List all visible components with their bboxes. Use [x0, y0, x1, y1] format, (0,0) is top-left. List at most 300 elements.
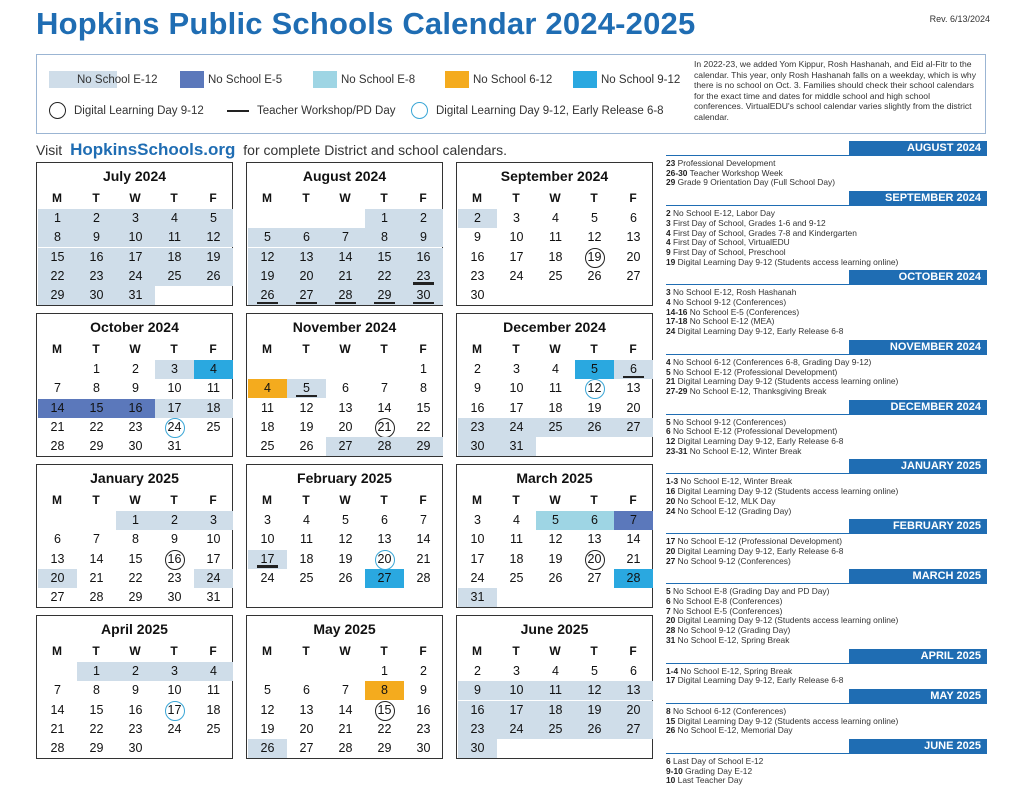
calendar-day: 7: [54, 683, 61, 698]
event-date: 20: [666, 615, 676, 626]
calendar-day: 6: [54, 532, 61, 547]
event-divider: [666, 663, 987, 664]
calendar-day: 2: [116, 662, 155, 681]
event-item: 2 No School E-12, Labor Day: [666, 208, 775, 219]
event-item: 9-10 Grading Day E-12: [666, 765, 753, 776]
calendar-day: 21: [416, 551, 431, 566]
weekday-header: T: [380, 191, 388, 205]
calendar-day: 6: [287, 228, 326, 247]
weekday-header: F: [419, 191, 427, 205]
event-date: 26-30: [666, 167, 688, 178]
calendar-day: 30: [128, 439, 143, 454]
weekday-header: M: [262, 493, 272, 507]
event-divider: [666, 205, 987, 206]
event-item: 17-18 No School E-12 (MEA): [666, 316, 775, 327]
event-item: 5 No School E-8 (Grading Day and PD Day): [666, 586, 830, 597]
calendar-day: 27: [614, 720, 653, 739]
calendar-day: 25: [260, 439, 275, 454]
calendar-day: 13: [626, 381, 641, 396]
event-date: 4: [666, 237, 671, 248]
event-item: 21 Digital Learning Day 9-12 (Students access learning online): [666, 376, 899, 387]
calendar-day: 18: [206, 702, 221, 717]
event-item: 9 First Day of School, Preschool: [666, 246, 786, 257]
event-item: 19 Digital Learning Day 9-12 (Students access learning online): [666, 256, 899, 267]
event-divider: [666, 583, 987, 584]
calendar-day: 28: [50, 439, 65, 454]
calendar-day: 2: [474, 664, 481, 678]
weekday-header: F: [629, 342, 637, 356]
calendar-day: 19: [575, 701, 614, 720]
event-date: 2: [666, 208, 671, 219]
event-date: 24: [666, 505, 676, 516]
calendar-day: 17: [509, 400, 524, 415]
calendar-day: 20: [287, 267, 326, 286]
calendar-day: 16: [404, 248, 443, 267]
calendar-day: 21: [338, 721, 353, 736]
calendar-day: 11: [549, 381, 562, 396]
event-item: 8 No School 6-12 (Conferences): [666, 705, 787, 716]
calendar-day: 29: [128, 590, 143, 605]
calendar-day: 18: [260, 419, 275, 434]
calendar-day: 17: [497, 701, 536, 720]
calendar-day: 15: [38, 248, 77, 267]
calendar-day: 11: [261, 400, 274, 415]
calendar-day: 22: [377, 721, 392, 736]
event-date: 19: [666, 256, 676, 267]
event-date: 8: [666, 705, 671, 716]
calendar-day: 3: [116, 209, 155, 228]
calendar-day: 1: [116, 511, 155, 530]
calendar-day: 10: [167, 683, 182, 698]
district-website-link[interactable]: HopkinsSchools.org: [70, 140, 236, 159]
calendar-day: 4: [552, 664, 559, 678]
calendar-day: 3: [513, 362, 520, 376]
calendar-day: 9: [420, 683, 427, 698]
weekday-header: T: [512, 191, 520, 205]
calendar-day: 25: [155, 267, 194, 286]
calendar-day: 13: [587, 532, 602, 547]
calendar-day: 12: [260, 702, 275, 717]
event-divider: [666, 473, 987, 474]
calendar-day: 7: [54, 381, 61, 396]
weekday-header: T: [512, 342, 520, 356]
visit-post: for complete District and school calendars.: [243, 142, 508, 158]
calendar-day: 18: [548, 400, 563, 415]
calendar-day: 18: [194, 399, 233, 418]
weekday-header: M: [262, 644, 272, 658]
calendar-day: 31: [167, 439, 182, 454]
weekday-header: T: [380, 644, 388, 658]
calendar-day: 28: [614, 569, 653, 588]
visit-pre: Visit: [36, 142, 63, 158]
calendar-day: 17: [509, 249, 524, 264]
calendar-day: 19: [587, 400, 602, 415]
calendar-day: 26: [548, 570, 563, 585]
calendar-day: 10: [470, 532, 485, 547]
calendar-day: 17: [155, 399, 194, 418]
event-divider: [666, 753, 987, 754]
weekday-header: W: [129, 191, 141, 205]
underline-icon: [227, 110, 249, 113]
event-month-header: SEPTEMBER 2024: [849, 191, 987, 206]
calendar-day: 7: [420, 513, 427, 527]
calendar-day: 28: [365, 437, 404, 456]
weekday-header: T: [590, 342, 598, 356]
month-calendar: [246, 162, 443, 306]
calendar-day: 26: [299, 439, 314, 454]
month-name: July 2024: [102, 168, 167, 184]
calendar-day: 5: [591, 211, 598, 225]
calendar-day: 29: [377, 741, 392, 756]
event-item: 1-3 No School E-12, Winter Break: [666, 476, 793, 487]
weekday-header: F: [629, 191, 637, 205]
calendar-day: 17: [155, 701, 194, 720]
calendar-day: 16: [416, 702, 431, 717]
calendar-day: 7: [381, 381, 388, 396]
calendar-day: 28: [338, 741, 353, 756]
event-date: 16: [666, 486, 676, 497]
calendar-day: 13: [614, 681, 653, 700]
calendar-day: 31: [458, 588, 497, 607]
calendar-day: 8: [93, 683, 100, 698]
legend-no-school-e5: [180, 71, 282, 88]
calendar-day: 10: [509, 381, 524, 396]
event-date: 6: [666, 426, 671, 437]
calendar-day: 17: [206, 551, 221, 566]
weekday-header: W: [549, 644, 561, 658]
calendar-day: 2: [420, 664, 427, 678]
calendar-day: 21: [89, 570, 104, 585]
weekday-header: T: [512, 644, 520, 658]
calendar-day: 15: [365, 701, 404, 720]
calendar-day: 4: [552, 211, 559, 225]
event-date: 17: [666, 536, 676, 547]
calendar-day: 24: [470, 570, 485, 585]
calendar-day: 17: [116, 248, 155, 267]
calendar-day: 25: [299, 570, 314, 585]
month-name: August 2024: [302, 168, 387, 184]
calendar-day: 16: [116, 399, 155, 418]
calendar-day: 13: [50, 551, 65, 566]
calendar-day: 11: [549, 230, 562, 245]
calendar-day: 5: [591, 664, 598, 678]
event-divider: [666, 533, 987, 534]
weekday-header: M: [52, 191, 62, 205]
month-calendar: [36, 615, 233, 759]
calendar-day: 1: [77, 662, 116, 681]
event-month-header: NOVEMBER 2024: [849, 340, 987, 355]
event-date: 4: [666, 356, 671, 367]
calendar-day: 23: [128, 721, 143, 736]
weekday-header: W: [129, 644, 141, 658]
month-name: September 2024: [500, 168, 609, 184]
legend-pd-label: Teacher Workshop/PD Day: [257, 105, 396, 117]
calendar-day: 10: [509, 230, 524, 245]
event-date: 10: [666, 775, 676, 786]
calendar-day: 3: [155, 662, 194, 681]
calendar-day: 29: [38, 286, 77, 305]
event-month-header: JANUARY 2025: [849, 459, 987, 474]
calendar-day: 13: [287, 248, 326, 267]
calendar-day: 12: [575, 681, 614, 700]
weekday-header: F: [209, 493, 217, 507]
calendar-day: 21: [50, 419, 65, 434]
event-date: 3: [666, 287, 671, 298]
calendar-day: 15: [416, 400, 431, 415]
calendar-day: 21: [326, 267, 365, 286]
event-date: 21: [666, 376, 676, 387]
legend-teacher-workshop: [227, 105, 395, 117]
calendar-day: 8: [38, 228, 77, 247]
event-item: 4 No School 6-12 (Conferences 6-8, Grading Day 9-12): [666, 356, 872, 367]
calendar-day: 9: [474, 230, 481, 245]
event-date: 5: [666, 586, 671, 597]
month-calendar: [246, 615, 443, 759]
month-name: December 2024: [503, 319, 606, 335]
calendar-day: 23: [416, 721, 431, 736]
calendar-day: 11: [536, 681, 575, 700]
weekday-header: M: [52, 644, 62, 658]
calendar-day: 24: [260, 570, 275, 585]
calendar-day: 23: [167, 570, 182, 585]
weekday-header: T: [380, 493, 388, 507]
weekday-header: T: [302, 191, 310, 205]
calendar-day: 27: [365, 569, 404, 588]
event-item: 27-29 No School E-12, Thanksgiving Break: [666, 385, 827, 396]
weekday-header: M: [472, 493, 482, 507]
calendar-day: 24: [116, 267, 155, 286]
weekday-header: F: [629, 644, 637, 658]
calendar-day: 20: [338, 419, 353, 434]
calendar-day: 30: [167, 590, 182, 605]
month-name: May 2025: [313, 621, 376, 637]
calendar-day: 20: [38, 569, 77, 588]
event-date: 20: [666, 495, 676, 506]
calendar-day: 9: [132, 381, 139, 396]
event-item: 17 No School E-12 (Professional Development): [666, 536, 842, 547]
event-item: 20 Digital Learning Day 9-12, Early Release 6-8: [666, 545, 844, 556]
calendar-day: 24: [497, 720, 536, 739]
month-calendar: [246, 464, 443, 608]
calendar-day: 11: [207, 381, 220, 396]
calendar-day: 24: [497, 418, 536, 437]
event-month-header: MAY 2025: [849, 689, 987, 704]
event-item: 24 Digital Learning Day 9-12, Early Release 6-8: [666, 326, 844, 337]
calendar-day: 6: [575, 511, 614, 530]
calendar-day: 8: [365, 228, 404, 247]
calendar-day: 4: [155, 209, 194, 228]
calendar-day: 16: [470, 400, 485, 415]
month-calendar: [456, 162, 653, 306]
legend-no-school-912: [573, 71, 680, 88]
calendar-day: 27: [587, 570, 602, 585]
weekday-header: F: [209, 644, 217, 658]
calendar-day: 9: [458, 681, 497, 700]
calendar-day: 24: [167, 721, 182, 736]
event-item: 5 No School 9-12 (Conferences): [666, 416, 787, 427]
calendar-day: 13: [626, 230, 641, 245]
calendar-day: 25: [509, 570, 524, 585]
calendar-day: 10: [206, 532, 221, 547]
event-item: 20 No School E-12, MLK Day: [666, 495, 776, 506]
calendar-day: 19: [299, 419, 314, 434]
calendar-day: 26: [338, 570, 353, 585]
calendar-day: 14: [416, 532, 431, 547]
swatch-912: [573, 71, 597, 88]
calendar-day: 14: [89, 551, 104, 566]
legend-612-label: No School 6-12: [473, 73, 553, 86]
calendar-day: 20: [365, 550, 404, 569]
event-item: 6 No School E-8 (Conferences): [666, 596, 783, 606]
calendar-day: 4: [303, 513, 310, 527]
event-item: 3 First Day of School, Grades 1-6 and 9-12: [666, 217, 826, 228]
circle-blue-icon: [411, 102, 428, 119]
calendar-day: 2: [155, 511, 194, 530]
weekday-header: M: [472, 644, 482, 658]
calendar-day: 23: [77, 267, 116, 286]
weekday-header: M: [52, 342, 62, 356]
calendar-day: 17: [470, 551, 485, 566]
calendar-day: 22: [38, 267, 77, 286]
event-date: 17-18: [666, 316, 688, 327]
calendar-day: 14: [338, 702, 353, 717]
event-divider: [666, 155, 987, 156]
weekday-header: W: [549, 493, 561, 507]
calendar-day: 30: [404, 286, 443, 305]
calendar-day: 26: [587, 268, 602, 283]
calendar-day: 16: [128, 702, 143, 717]
legend-no-school-612: [445, 71, 552, 88]
event-date: 1-3: [666, 476, 679, 487]
calendar-day: 12: [299, 400, 314, 415]
calendar-day: 2: [458, 209, 497, 228]
revision-date: Rev. 6/13/2024: [929, 14, 990, 24]
calendar-day: 23: [128, 419, 143, 434]
event-divider: [666, 703, 987, 704]
legend-912-label: No School 9-12: [601, 73, 681, 86]
calendar-day: 12: [338, 532, 353, 547]
calendar-day: 15: [365, 248, 404, 267]
calendar-day: 6: [381, 513, 388, 527]
event-divider: [666, 414, 987, 415]
calendar-day: 3: [194, 511, 233, 530]
calendar-day: 3: [513, 211, 520, 225]
calendar-day: 29: [365, 286, 404, 305]
calendar-day: 13: [299, 702, 314, 717]
event-date: 4: [666, 297, 671, 307]
calendar-day: 18: [548, 249, 563, 264]
calendar-day: 1: [381, 664, 388, 678]
month-calendar: [36, 464, 233, 608]
calendar-day: 30: [128, 741, 143, 756]
calendar-day: 26: [194, 267, 233, 286]
calendar-day: 5: [536, 511, 575, 530]
legend-no-school-e12: [49, 71, 158, 88]
calendar-day: 25: [536, 418, 575, 437]
event-item: 17 Digital Learning Day 9-12, Early Release 6-8: [666, 675, 844, 686]
calendar-day: 29: [89, 741, 104, 756]
weekday-header: W: [339, 493, 351, 507]
weekday-header: M: [52, 493, 62, 507]
calendar-day: 30: [458, 437, 497, 456]
calendar-day: 26: [248, 739, 287, 758]
weekday-header: T: [92, 644, 100, 658]
event-item: 4 First Day of School, VirtualEDU: [666, 237, 790, 248]
calendar-day: 14: [38, 399, 77, 418]
event-date: 12: [666, 436, 676, 446]
calendar-day: 22: [128, 570, 143, 585]
event-date: 3: [666, 217, 671, 228]
calendar-day: 31: [116, 286, 155, 305]
event-item: 23-31 No School E-12, Winter Break: [666, 445, 802, 456]
calendar-day: 9: [132, 683, 139, 698]
calendar-day: 27: [299, 741, 314, 756]
legend-dle-label: Digital Learning Day 9-12, Early Release 6-8: [436, 104, 664, 117]
weekday-header: T: [590, 644, 598, 658]
event-item: 4 No School 9-12 (Conferences): [666, 297, 787, 307]
weekday-header: M: [472, 191, 482, 205]
event-item: 27 No School 9-12 (Conferences): [666, 555, 791, 566]
month-calendar: [36, 313, 233, 457]
calendar-day: 11: [300, 532, 313, 547]
event-date: 31: [666, 634, 676, 645]
weekday-header: T: [512, 493, 520, 507]
month-name: October 2024: [90, 319, 179, 335]
calendar-day: 6: [614, 360, 653, 379]
weekday-header: T: [92, 342, 100, 356]
event-date: 27-29: [666, 385, 688, 396]
weekday-header: T: [302, 342, 310, 356]
calendar-day: 31: [497, 437, 536, 456]
month-calendar: [246, 313, 443, 457]
calendar-day: 11: [155, 228, 194, 247]
weekday-header: W: [129, 493, 141, 507]
calendar-day: 18: [509, 551, 524, 566]
legend-dl-label: Digital Learning Day 9-12: [74, 104, 204, 117]
calendar-day: 19: [575, 248, 614, 267]
calendar-day: 5: [248, 228, 287, 247]
calendar-day: 26: [575, 720, 614, 739]
event-item: 1-4 No School E-12, Spring Break: [666, 665, 793, 676]
calendar-day: 24: [194, 569, 233, 588]
calendar-day: 25: [206, 721, 221, 736]
event-date: 27: [666, 555, 676, 566]
page-title: Hopkins Public Schools Calendar 2024-2025: [36, 6, 696, 41]
calendar-day: 2: [404, 209, 443, 228]
calendar-day: 9: [77, 228, 116, 247]
calendar-day: 29: [89, 439, 104, 454]
calendar-day: 28: [326, 286, 365, 305]
event-month-header: OCTOBER 2024: [849, 270, 987, 285]
calendar-day: 9: [474, 381, 481, 396]
event-date: 17: [666, 675, 676, 686]
event-date: 29: [666, 177, 676, 188]
calendar-day: 12: [575, 379, 614, 398]
calendar-day: 22: [89, 419, 104, 434]
calendar-day: 5: [264, 683, 271, 698]
weekday-header: T: [590, 493, 598, 507]
event-divider: [666, 284, 987, 285]
swatch-e8: [313, 71, 337, 88]
calendar-day: 3: [513, 664, 520, 678]
calendar-day: 30: [458, 739, 497, 758]
weekday-header: T: [302, 644, 310, 658]
event-item: 29 Grade 9 Orientation Day (Full School Day): [666, 177, 835, 188]
calendar-day: 11: [207, 683, 220, 698]
calendar-day: 30: [470, 288, 485, 303]
event-item: 15 Digital Learning Day 9-12 (Students access learning online): [666, 715, 899, 726]
event-divider: [666, 354, 987, 355]
